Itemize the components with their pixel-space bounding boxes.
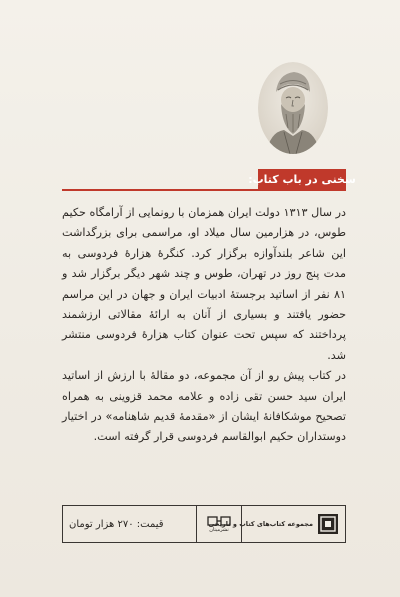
heading-rule: [62, 189, 346, 191]
paragraph-2: در کتاب پیش رو از آن مجموعه، دو مقالهٔ با ارزش از اساتید ایران سید حسن تقی زاده و علامه محمد قزوینی به همراه تصحیح موشکافانهٔ ایشان از «مقدمهٔ قدیم شاهنامه» در اختیار دوستداران حکیم ابوالقاسم فردوسی قرار گرفته است.: [62, 369, 346, 444]
series-logo-icon: [317, 513, 339, 535]
series-label: مجموعه کتاب‌های کتاب و تاریخی: [208, 520, 313, 528]
publisher-logo-text: نشرمیتان: [209, 527, 229, 533]
section-heading-text: سخنی در باب کتاب:: [248, 172, 356, 186]
book-description: [62, 203, 346, 448]
ferdowsi-portrait: [258, 62, 328, 154]
publisher-logo: [199, 513, 239, 535]
paragraph-1: در سال ۱۳۱۳ دولت ایران همزمان با رونمایی از آرامگاه حکیم طوس، در هزارمین سال میلاد او، مراسمی برای بزرگداشت این شاعر بلندآوازه برگزار کرد. کنگرهٔ هزارهٔ فردوسی به مدت پنج روز در تهران، طوس و چند شهر دیگر برگزار شد و ۸۱ نفر از اساتید برجستهٔ ادبیات ایران و جهان در این مراسم حضور یافتند و بسیاری از آنان به ارائهٔ مقالاتی ارزشمند پرداختند که سپس تحت عنوان کتاب هزارهٔ فردوسی منتشر شد.: [62, 206, 346, 362]
price-label: قیمت: ۲۷۰ هزار تومان: [69, 518, 164, 530]
publisher-logo-icon: [207, 515, 231, 527]
publisher-logo-box: [196, 505, 242, 543]
section-heading: [248, 169, 356, 189]
